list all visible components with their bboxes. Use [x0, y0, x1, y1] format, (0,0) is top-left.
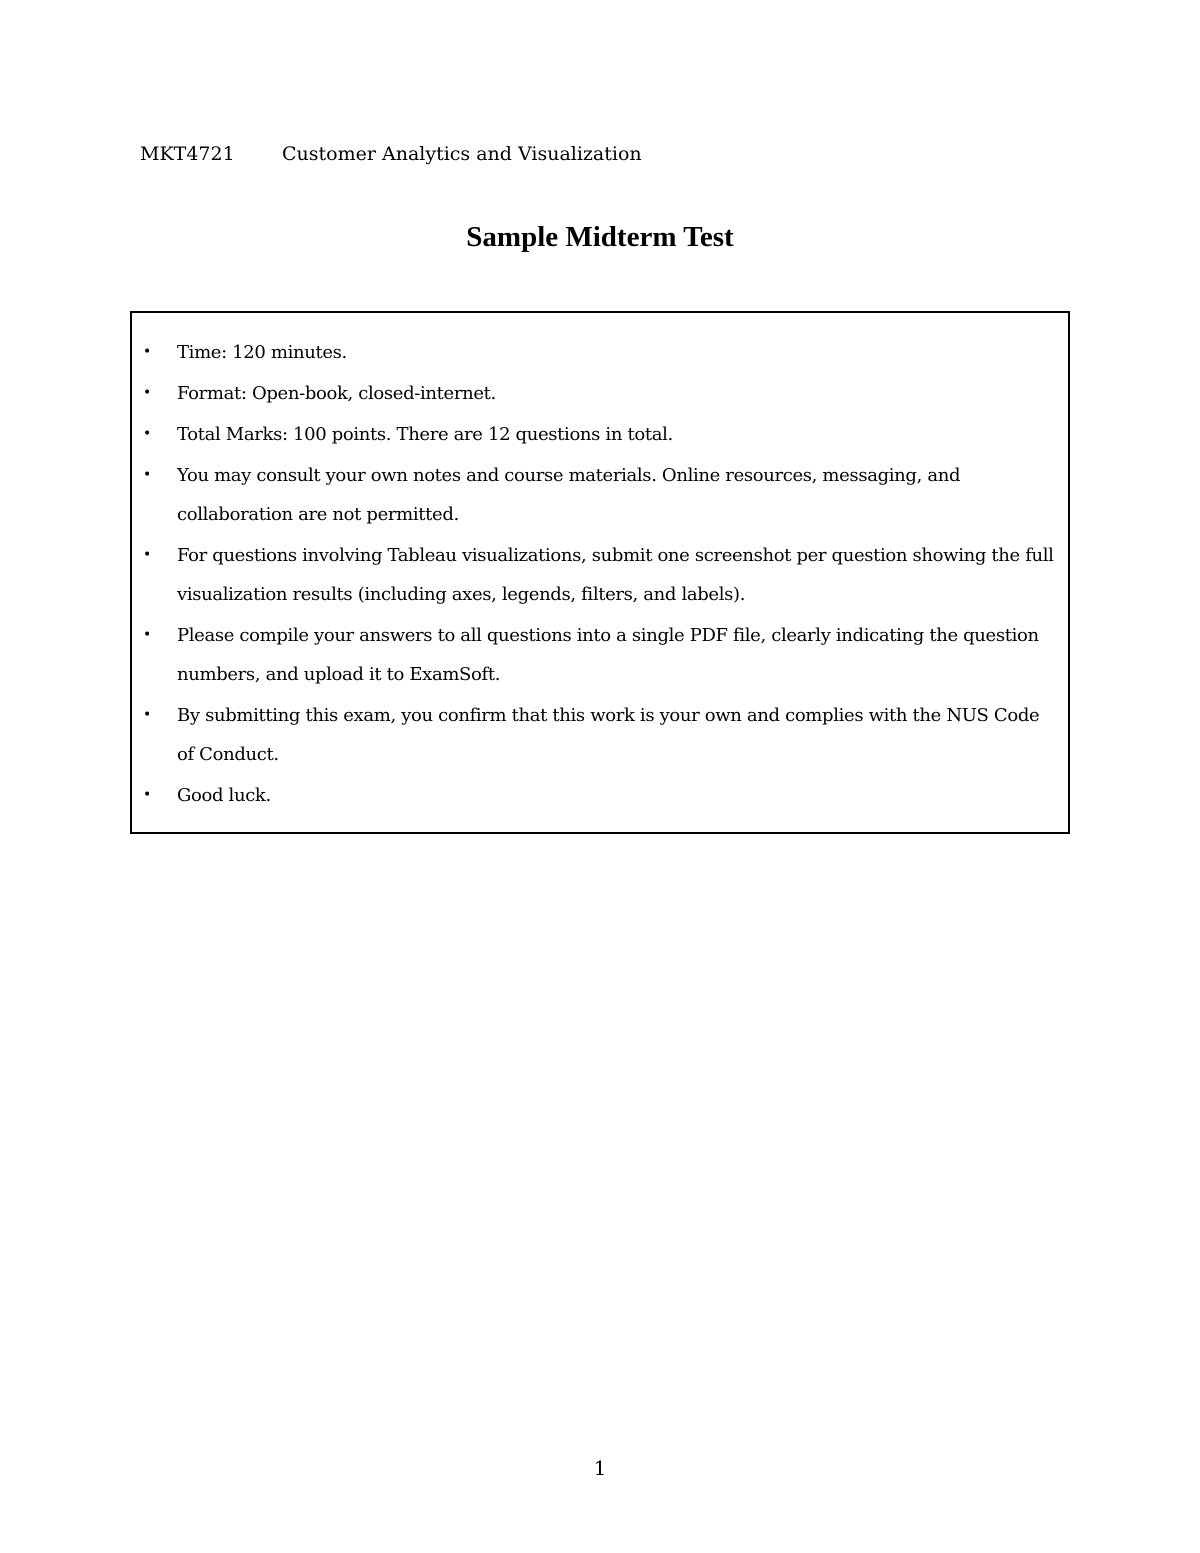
instructions-box: [130, 311, 1070, 834]
instruction-item-good-luck: [132, 776, 1068, 815]
bullet-icon: •: [143, 547, 151, 563]
instruction-text: Please compile your answers to all questions into a single PDF file, clearly indicating the question numbers, and upload it to ExamSoft.: [177, 625, 1039, 685]
bullet-icon: •: [143, 627, 151, 643]
bullet-icon: •: [143, 787, 151, 803]
instruction-text: By submitting this exam, you confirm that this work is your own and complies with the NUS Code of Conduct.: [177, 705, 1040, 765]
instructions-list: [132, 333, 1068, 817]
page-number: 1: [593, 1456, 607, 1480]
bullet-icon: •: [143, 344, 151, 360]
instruction-item-format: [132, 374, 1068, 413]
instruction-text: For questions involving Tableau visualizations, submit one screenshot per question showing the full visualization results (including axes, legends, filters, and labels).: [177, 545, 1054, 605]
instruction-item-screenshots: [132, 536, 1068, 614]
instruction-item-submission: [132, 616, 1068, 694]
instruction-text: Time: 120 minutes.: [177, 342, 347, 363]
course-code: MKT4721: [140, 143, 235, 165]
bullet-icon: •: [143, 707, 151, 723]
instruction-text: Good luck.: [177, 785, 271, 806]
instruction-text: Total Marks: 100 points. There are 12 questions in total.: [177, 424, 673, 445]
instruction-text: Format: Open-book, closed-internet.: [177, 383, 496, 404]
bullet-icon: •: [143, 426, 151, 442]
instruction-text: You may consult your own notes and course materials. Online resources, messaging, and collaboration are not permitted.: [177, 465, 961, 525]
instruction-item-marks: [132, 415, 1068, 454]
instruction-item-resources: [132, 456, 1068, 534]
page-title: Sample Midterm Test: [466, 221, 734, 253]
course-header: [140, 142, 642, 166]
bullet-icon: •: [143, 467, 151, 483]
course-name: Customer Analytics and Visualization: [282, 143, 642, 165]
instruction-item-time: [132, 333, 1068, 372]
bullet-icon: •: [143, 385, 151, 401]
instruction-item-conduct: [132, 696, 1068, 774]
